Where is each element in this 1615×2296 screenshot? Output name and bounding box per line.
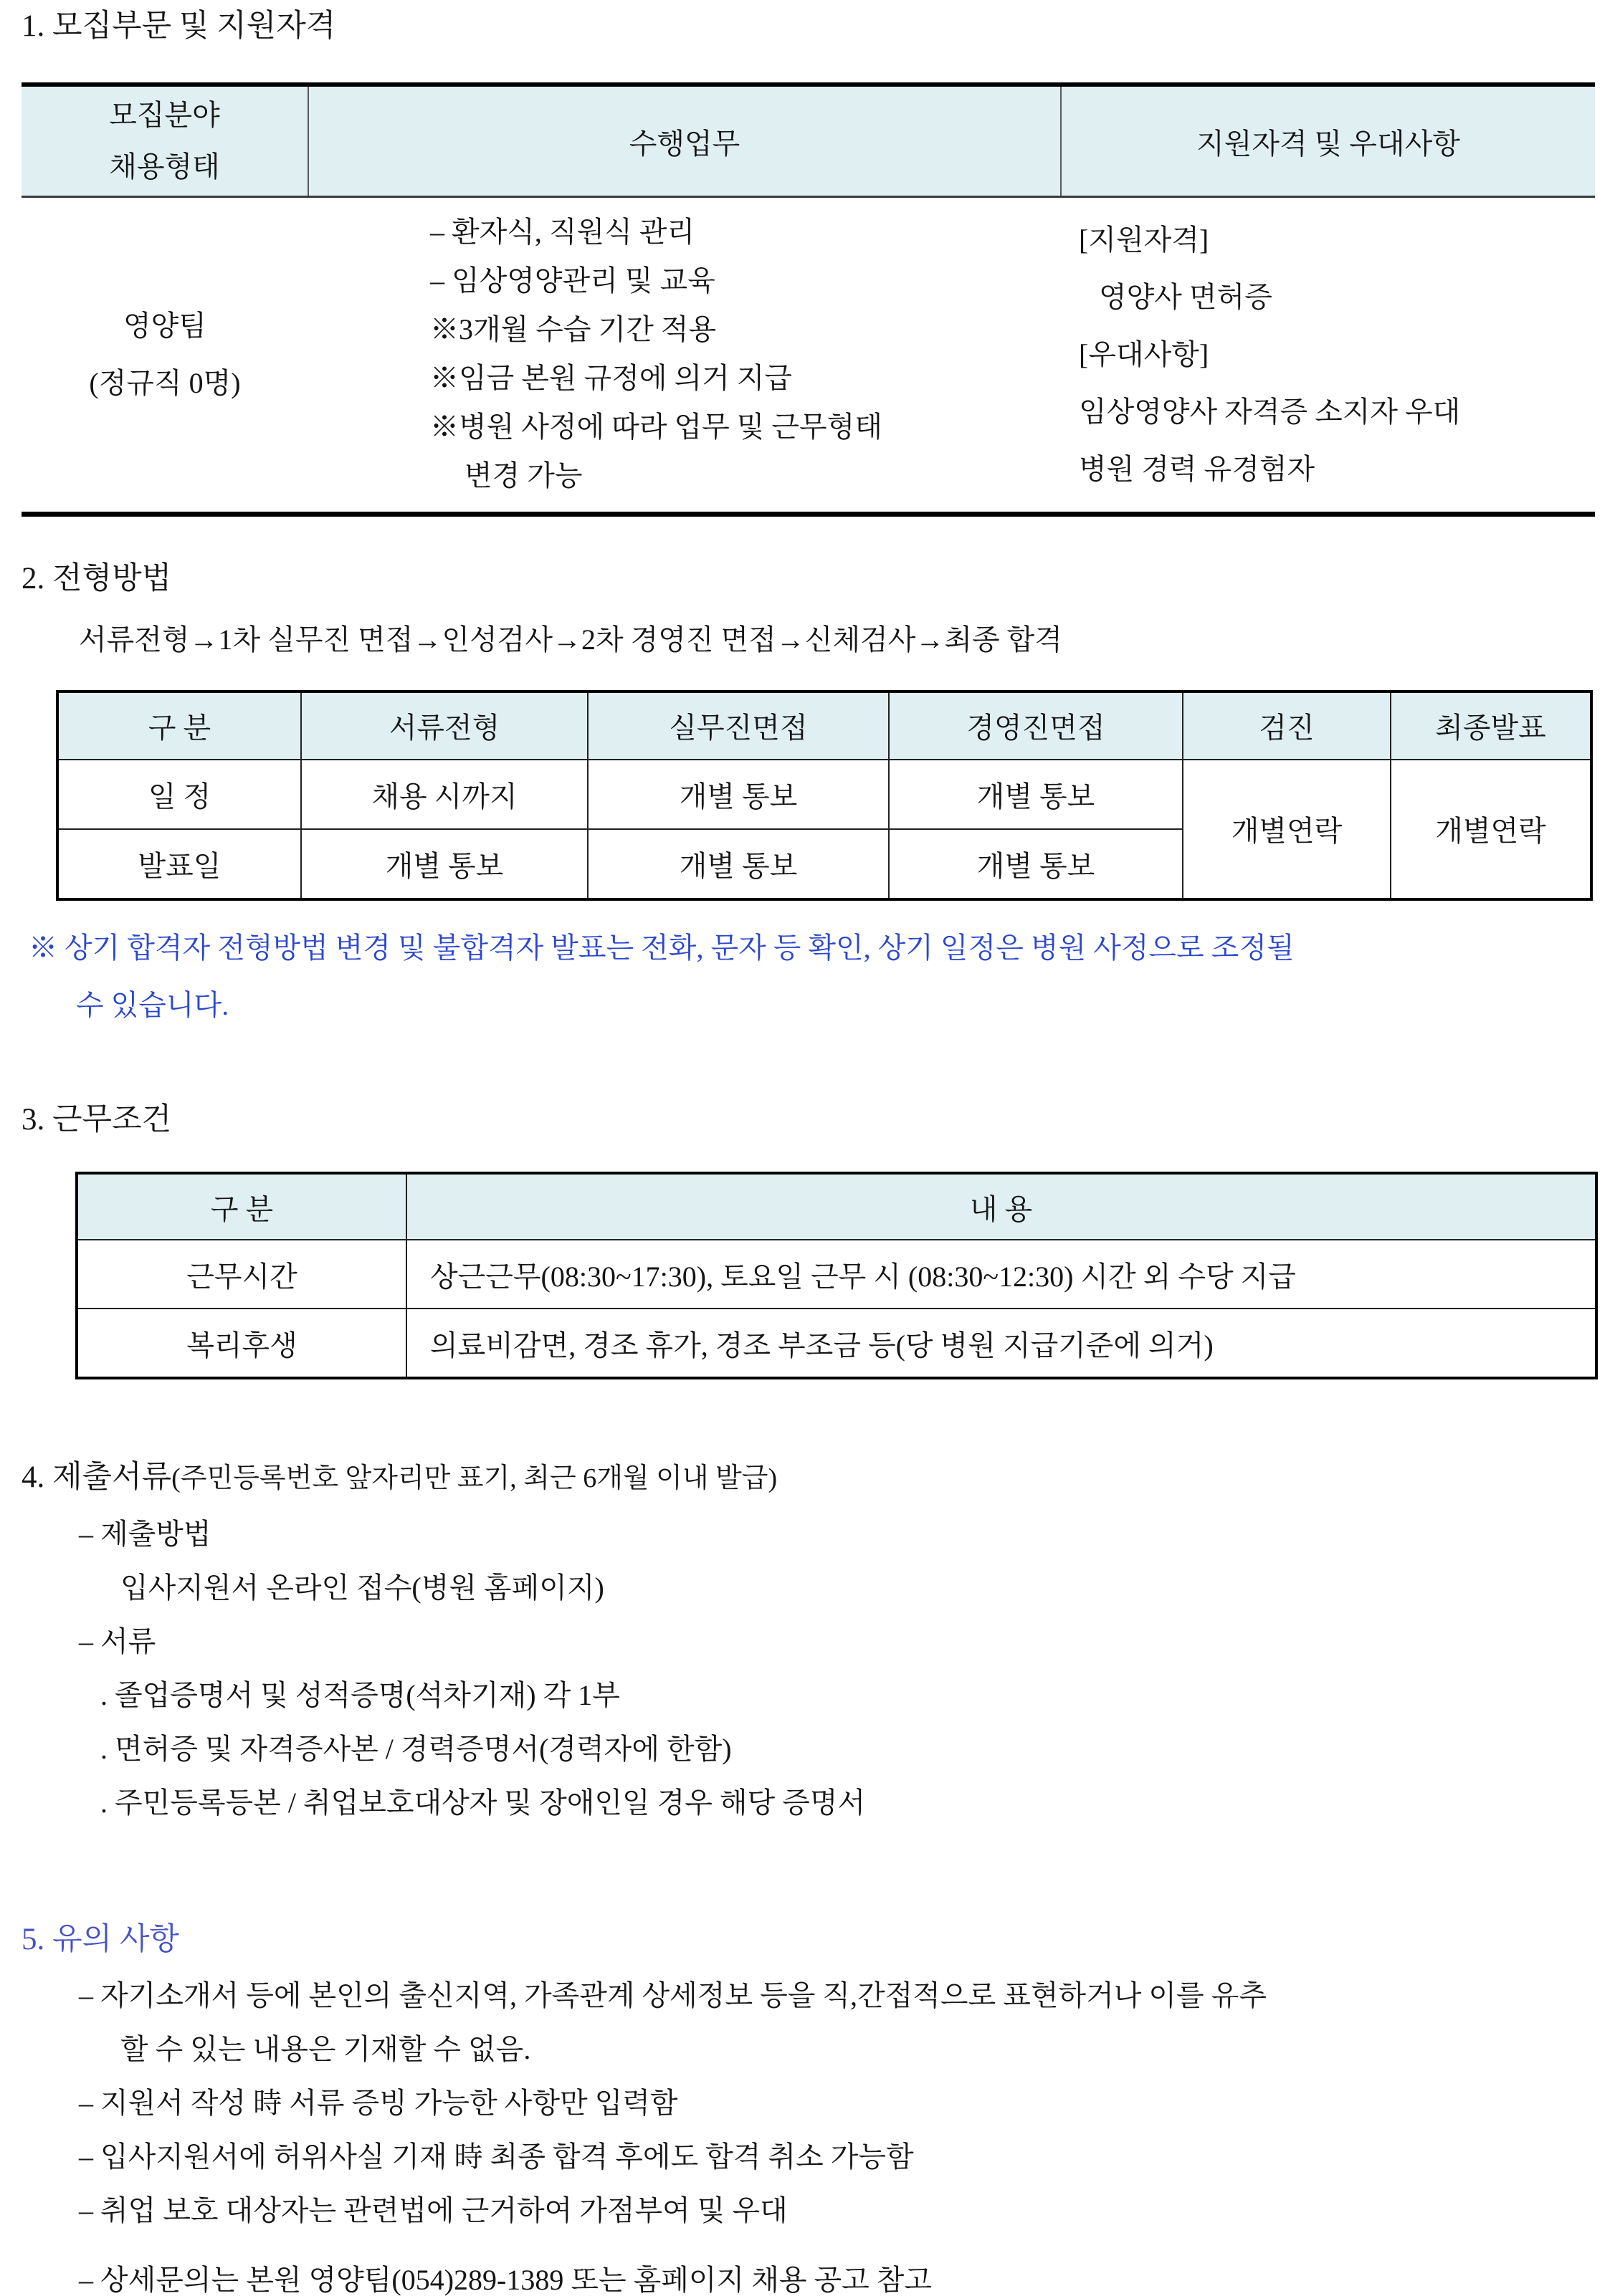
- team-name: 영양팀: [123, 310, 206, 343]
- notice-line: – 취업 보호 대상자는 관련법에 근거하여 가점부여 및 우대: [79, 2194, 788, 2227]
- qual-line: 영양사 면허증: [1099, 281, 1272, 314]
- recruit-header-duties: 수행업무: [308, 85, 1061, 197]
- duty-line: 변경 가능: [465, 459, 583, 492]
- conditions-row-hours: [77, 1240, 1596, 1309]
- section2-title: 2. 전형방법: [22, 562, 172, 596]
- submission-line: . 졸업증명서 및 성적증명(석차기재) 각 1부: [100, 1678, 620, 1711]
- recruit-header-field-line2: 채용형태: [109, 150, 220, 183]
- conditions-content-welfare: 의료비감면, 경조 휴가, 경조 부조금 등(당 병원 지급기준에 의거): [406, 1309, 1596, 1378]
- conditions-content-hours: 상근근무(08:30~17:30), 토요일 근무 시 (08:30~12:30) 시간 외 수당 지급: [406, 1240, 1596, 1309]
- section5-title: 5. 유의 사항: [22, 1922, 179, 1956]
- schedule-cell: 개별 통보: [301, 829, 588, 899]
- schedule-cell: 일 정: [57, 760, 301, 829]
- duty-line: ※병원 사정에 따라 업무 및 근무형태: [430, 411, 882, 444]
- conditions-label-hours: 근무시간: [77, 1240, 406, 1309]
- duty-line: ※임금 본원 규정에 의거 지급: [430, 362, 793, 395]
- qual-line: 병원 경력 유경험자: [1079, 453, 1315, 486]
- schedule-header-document: 서류전형: [301, 692, 588, 760]
- notice-line: – 입사지원서에 허위사실 기재 時 최종 합격 후에도 합격 취소 가능함: [79, 2140, 914, 2173]
- qual-line: [우대사항]: [1079, 338, 1209, 371]
- notice-line: 할 수 있는 내용은 기재할 수 없음.: [120, 2033, 531, 2066]
- schedule-table: [56, 690, 1593, 901]
- recruit-quals-cell: [1061, 197, 1595, 515]
- qual-line: 임상영양사 자격증 소지자 우대: [1079, 396, 1461, 429]
- schedule-cell: 발표일: [57, 829, 301, 899]
- section4-title: [22, 1460, 1615, 1495]
- submission-line: – 서류: [79, 1625, 156, 1658]
- schedule-header-checkup: 검진: [1183, 692, 1391, 760]
- qual-line: [지원자격]: [1079, 224, 1209, 257]
- schedule-header-category: 구 분: [57, 692, 301, 760]
- duty-line: – 임상영양관리 및 교육: [430, 264, 715, 297]
- notice-line: – 상세문의는 본원 영양팀(054)289-1389 또는 홈페이지 채용 공고 참고: [79, 2264, 933, 2296]
- conditions-header-row: [77, 1173, 1596, 1240]
- recruit-table: [22, 82, 1595, 517]
- conditions-table: [75, 1172, 1598, 1379]
- recruit-header-qualifications: 지원자격 및 우대사항: [1061, 85, 1595, 197]
- schedule-cell: 개별 통보: [889, 829, 1183, 899]
- recruit-header-row: [22, 85, 1595, 197]
- recruit-duties-cell: [308, 197, 1061, 515]
- schedule-row-dates: [57, 760, 1591, 829]
- section1-title: 1. 모집부문 및 지원자격: [22, 9, 336, 43]
- notice-line: – 지원서 작성 時 서류 증빙 가능한 사항만 입력함: [79, 2087, 678, 2120]
- notice-line: – 자기소개서 등에 본인의 출신지역, 가족관계 상세정보 등을 직,간접적으로 표현하거나 이를 유추: [79, 1979, 1267, 2012]
- recruit-header-field-line1: 모집분야: [109, 99, 220, 132]
- section3-title: 3. 근무조건: [22, 1102, 172, 1137]
- schedule-header-exec-interview: 경영진면접: [889, 692, 1183, 760]
- conditions-label-welfare: 복리후생: [77, 1309, 406, 1378]
- section4-title-paren: (주민등록번호 앞자리만 표기, 최근 6개월 이내 발급): [171, 1463, 778, 1494]
- process-note-line2: 수 있습니다.: [76, 988, 229, 1021]
- schedule-cell-final-contact: 개별연락: [1391, 760, 1591, 899]
- recruit-header-field: [22, 85, 308, 197]
- schedule-header-row: [57, 692, 1591, 760]
- recruit-body-row: [22, 197, 1595, 515]
- schedule-cell-checkup-contact: 개별연락: [1183, 760, 1391, 899]
- submission-line: . 면허증 및 자격증사본 / 경력증명서(경력자에 한함): [100, 1732, 732, 1765]
- process-flow: 서류전형→1차 실무진 면접→인성검사→2차 경영진 면접→신체검사→최종 합격: [79, 623, 1062, 656]
- schedule-cell: 개별 통보: [588, 829, 889, 899]
- duty-line: ※3개월 수습 기간 적용: [430, 313, 717, 346]
- schedule-cell: 개별 통보: [588, 760, 889, 829]
- conditions-header-content: 내 용: [406, 1173, 1596, 1240]
- conditions-header-category: 구 분: [77, 1173, 406, 1240]
- duty-line: – 환자식, 직원식 관리: [430, 216, 695, 249]
- section4-title-main: 4. 제출서류: [22, 1460, 172, 1495]
- submission-line: – 제출방법: [79, 1517, 211, 1550]
- team-headcount: (정규직 0명): [89, 367, 241, 400]
- recruit-team-cell: [22, 197, 308, 515]
- conditions-row-welfare: [77, 1309, 1596, 1378]
- process-note: [29, 919, 1615, 1034]
- submission-line: 입사지원서 온라인 접수(병원 홈페이지): [120, 1571, 604, 1604]
- schedule-cell: 채용 시까지: [301, 760, 588, 829]
- schedule-cell: 개별 통보: [889, 760, 1183, 829]
- submission-line: . 주민등록등본 / 취업보호대상자 및 장애인일 경우 해당 증명서: [100, 1786, 866, 1819]
- process-note-line1: ※ 상기 합격자 전형방법 변경 및 불합격자 발표는 전화, 문자 등 확인, 상기 일정은 병원 사정으로 조정될: [29, 931, 1295, 964]
- schedule-header-final: 최종발표: [1391, 692, 1591, 760]
- schedule-header-staff-interview: 실무진면접: [588, 692, 889, 760]
